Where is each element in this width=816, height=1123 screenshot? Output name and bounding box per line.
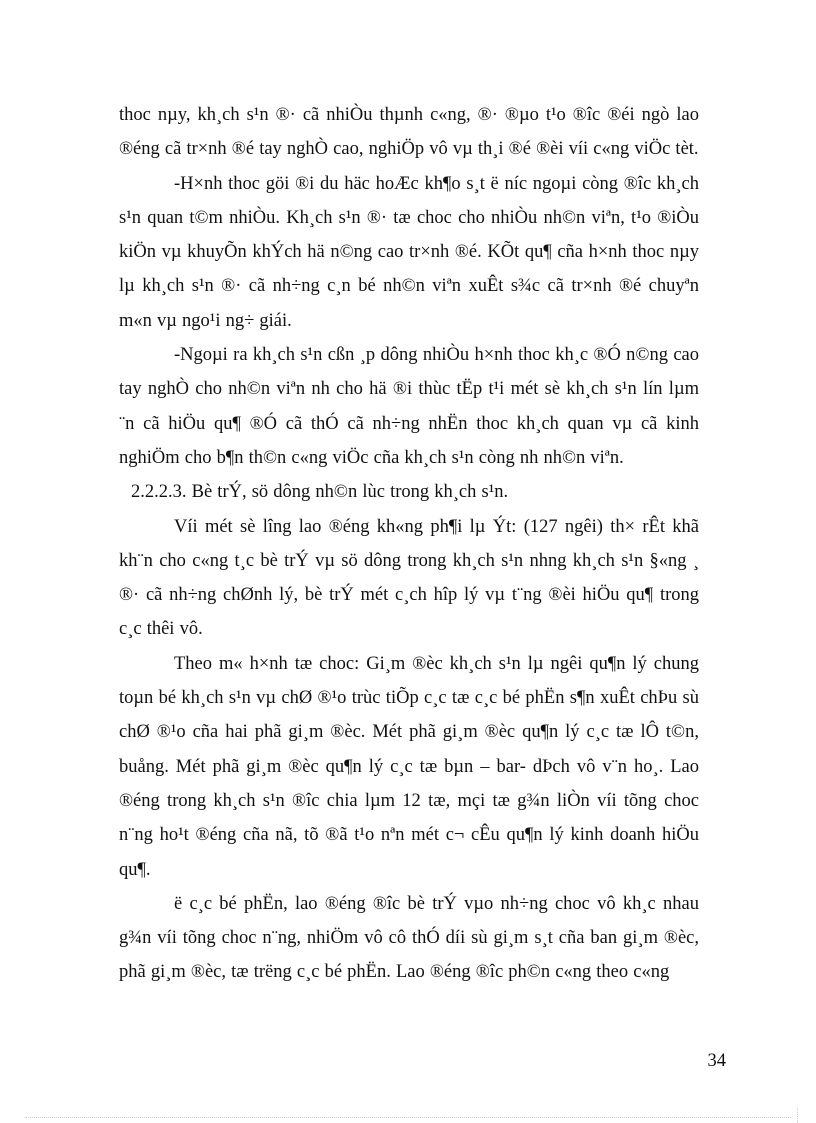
paragraph-study-abroad: -H×nh thoc göi ®i du häc hoÆc kh¶o s¸t ë níc ngoµi còng ®îc kh¸ch s¹n quan t©m nhiÒu. Kh¸ch s¹n ®· tæ choc cho nhiÒu nh©n viªn, t¹o ®iÒu kiÖn vµ khuyÕn khÝch hä n©ng cao tr×nh ®é. KÕt qu¶ cña h×nh thoc nµy lµ kh¸ch s¹n ®· cã nh÷ng c¸n bé nh©n viªn xuÊt s¾c cã tr×nh ®é chuyªn m«n vµ ngo¹i ng÷ giái. [119,173,699,331]
page-corner-border [797,1108,798,1123]
paragraph-departments: ë c¸c bé phËn, lao ®éng ®îc bè trÝ vµo nh÷ng choc vô kh¸c nhau g¾n víi tõng choc n¨ng, nhiÖm vô cô thÓ díi sù gi¸m s¸t cña ban gi¸m ®èc, phã gi¸m ®èc, tæ trëng c¸c bé phËn. Lao ®éng ®îc ph©n c«ng theo c«ng [119,893,699,983]
paragraph-other-training: -Ngoµi ra kh¸ch s¹n cßn ¸p dông nhiÒu h×nh thoc kh¸c ®Ó n©ng cao tay nghÒ cho nh©n viªn nh cho hä ®i thùc tËp t¹i mét sè kh¸ch s¹n lín lµm ¨n cã hiÖu qu¶ ®Ó cã thÓ cã nh÷ng nhËn thoc kh¸ch quan vµ cã kinh nghiÖm cho b¶n th©n c«ng viÖc cña kh¸ch s¹n còng nh nh©n viªn. [119,345,699,468]
paragraph-staff-allocation: Víi mét sè lîng lao ®éng kh«ng ph¶i lµ Ýt: (127 ngêi) th× rÊt khã kh¨n cho c«ng t¸c bè trÝ vµ sö dông trong kh¸ch s¹n nhng kh¸ch s¹n §«ng ¸ ®· cã nh÷ng chØnh lý, bè trÝ mét c¸ch hîp lý vµ t¨ng ®èi hiÖu qu¶ trong c¸c thêi vô. [119,516,699,640]
page-number: 34 [707,1051,726,1071]
body-text [119,98,699,990]
paragraph-training-results: thoc nµy, kh¸ch s¹n ®· cã nhiÒu thµnh c«ng, ®· ®µo t¹o ®îc ®éi ngò lao ®éng cã tr×nh ®é tay nghÒ cao, nghiÖp vô vµ th¸i ®é ®èi víi c«ng viÖc tèt. [119,105,699,160]
section-heading: 2.2.2.3. Bè trÝ, sö dông nh©n lùc trong kh¸ch s¹n. [131,482,509,503]
page-bottom-border [25,1117,791,1118]
paragraph-org-model: Theo m« h×nh tæ choc: Gi¸m ®èc kh¸ch s¹n lµ ngêi qu¶n lý chung toµn bé kh¸ch s¹n vµ chØ ®¹o trùc tiÕp c¸c tæ c¸c bé phËn s¶n xuÊt chÞu sù chØ ®¹o cña hai phã gi¸m ®èc. Mét phã gi¸m ®èc qu¶n lý c¸c tæ lÔ t©n, buång. Mét phã gi¸m ®èc qu¶n lý c¸c tæ bµn – bar- dÞch vô v¨n ho¸. Lao ®éng trong kh¸ch s¹n ®îc chia lµm 12 tæ, mçi tæ g¾n liÒn víi tõng choc n¨ng ho¹t ®éng cña nã, tõ ®ã t¹o nªn mét c¬ cÊu qu¶n lý kinh doanh hiÖu qu¶. [119,653,699,880]
